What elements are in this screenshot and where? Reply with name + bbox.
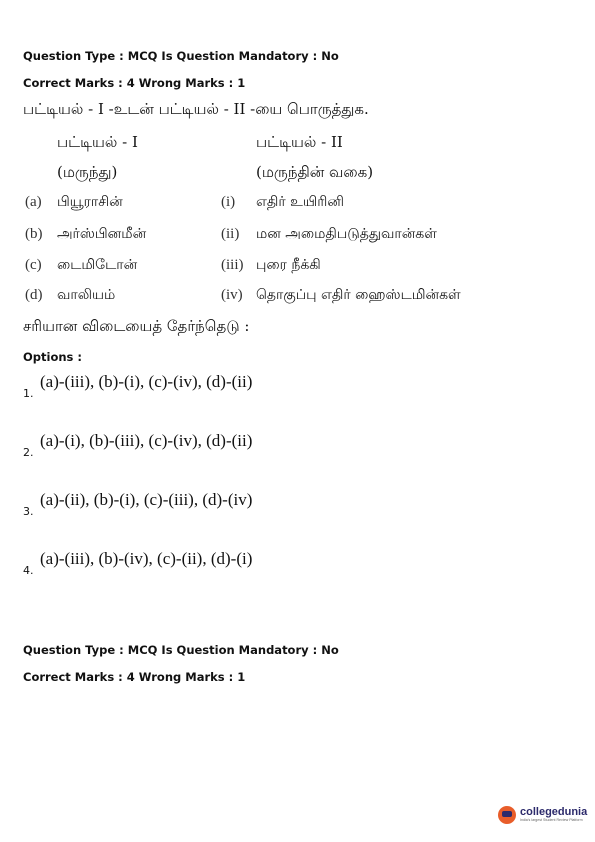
option-text: (a)-(i), (b)-(iii), (c)-(iv), (d)-(ii) [40, 431, 253, 450]
question-instruction: சரியான விடையைத் தேர்ந்தெடு : [23, 317, 250, 335]
row-right-mark: (i) [221, 194, 236, 210]
row-right-mark: (iii) [221, 257, 244, 273]
row-left-mark: (b) [25, 226, 43, 242]
question-type-line: Question Type : MCQ Is Question Mandatory : No [23, 643, 339, 657]
option-number: 4. [23, 564, 34, 577]
graduation-cap-icon [498, 806, 516, 824]
row-left-text: டைமிடோன் [57, 257, 138, 273]
list1-subtitle: (மருந்து) [57, 163, 118, 181]
row-left-mark: (a) [25, 194, 42, 210]
row-right-mark: (iv) [221, 287, 243, 303]
option-text: (a)-(iii), (b)-(i), (c)-(iv), (d)-(ii) [40, 372, 253, 391]
option-text: (a)-(ii), (b)-(i), (c)-(iii), (d)-(iv) [40, 490, 253, 509]
list1-title: பட்டியல் - I [57, 133, 138, 151]
list2-title: பட்டியல் - II [256, 133, 343, 151]
row-right-text: புரை நீக்கி [256, 257, 321, 273]
logo-name: collegedunia [520, 806, 588, 818]
option-number: 2. [23, 446, 34, 459]
row-right-text: தொகுப்பு எதிர் ஹைஸ்டமின்கள் [256, 287, 461, 303]
marks-line: Correct Marks : 4 Wrong Marks : 1 [23, 670, 246, 684]
row-left-text: அர்ஸ்பினமீன் [57, 226, 147, 242]
row-left-mark: (c) [25, 257, 42, 273]
logo-tagline: India's largest Student Review Platform [520, 818, 583, 822]
options-label: Options : [23, 350, 82, 364]
row-right-mark: (ii) [221, 226, 240, 242]
row-left-text: வாலியம் [57, 287, 116, 303]
collegedunia-logo [498, 806, 587, 824]
row-left-mark: (d) [25, 287, 43, 303]
option-number: 3. [23, 505, 34, 518]
marks-line: Correct Marks : 4 Wrong Marks : 1 [23, 76, 246, 90]
question-type-line: Question Type : MCQ Is Question Mandatory : No [23, 49, 339, 63]
list2-subtitle: (மருந்தின் வகை) [256, 163, 374, 181]
row-left-text: பியூராசின் [57, 194, 123, 210]
row-right-text: மன அமைதிபடுத்துவான்கள் [256, 226, 437, 242]
question-text: பட்டியல் - I -உடன் பட்டியல் - II -யை பொருத்துக. [23, 100, 369, 118]
option-number: 1. [23, 387, 34, 400]
option-text: (a)-(iii), (b)-(iv), (c)-(ii), (d)-(i) [40, 549, 253, 568]
row-right-text: எதிர் உயிரினி [256, 194, 345, 210]
